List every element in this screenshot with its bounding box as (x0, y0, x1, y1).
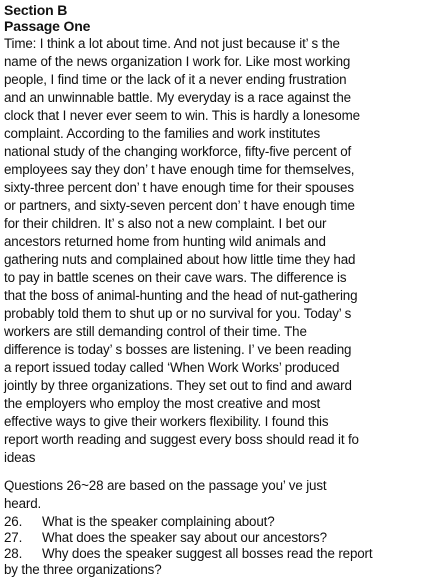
question-item (4, 514, 275, 530)
passage-heading: Passage One (4, 18, 91, 34)
passage-line: sixty-three percent don’ t have enough time for their spouses (4, 180, 354, 195)
passage-line: report worth reading and suggest every boss should read it fo (4, 432, 359, 447)
passage-line: the employers who employ the most creative and most (4, 396, 321, 411)
questions-intro-line: Questions 26~28 are based on the passage you’ ve just (4, 478, 327, 493)
passage-line: or partners, and sixty-seven percent don’ t have enough time (4, 198, 355, 213)
question-item (4, 546, 372, 562)
passage-line: ideas (4, 450, 36, 465)
passage-line: national study of the changing workforce, fifty-five percent of (4, 144, 352, 159)
passage-line: Time: I think a lot about time. And not just because it’ s the (4, 36, 340, 51)
passage-line: effective ways to give their workers flexibility. I found this (4, 414, 329, 429)
question-item (4, 530, 327, 546)
passage-line: workers are still demanding control of their time. The (4, 324, 307, 339)
passage-line: gathering nuts and complained about how little time they had (4, 252, 356, 267)
question-number: 27. (4, 530, 23, 545)
passage-line: for their children. It’ s also not a new complaint. I bet our (4, 216, 327, 231)
passage-line: employees say they don’ t have enough time for themselves, (4, 162, 355, 177)
question-text: Why does the speaker suggest all bosses read the report (42, 546, 373, 561)
passage-line: that the boss of animal-hunting and the head of nut-gathering (4, 288, 358, 303)
passage-line: people, I find time or the lack of it a never ending frustration (4, 72, 347, 87)
question-number: 28. (4, 546, 23, 561)
passage-line: complaint. According to the families and work institutes (4, 126, 321, 141)
question-continuation: by the three organizations? (4, 562, 162, 577)
passage-line: to pay in battle scenes on their cave wars. The difference is (4, 270, 347, 285)
passage-line: clock that I never ever seem to win. This is hardly a lonesome (4, 108, 360, 123)
question-number: 26. (4, 514, 23, 529)
passage-line: jointly by three organizations. They set out to find and award (4, 378, 352, 393)
passage-line: name of the news organization I work for. Like most working (4, 54, 351, 69)
questions-intro-line: heard. (4, 496, 42, 511)
question-text: What is the speaker complaining about? (42, 514, 275, 529)
passage-line: probably told them to shut up or no survival for you. Today’ s (4, 306, 352, 321)
question-text: What does the speaker say about our ancestors? (42, 530, 327, 545)
passage-line: ancestors returned home from hunting wild animals and (4, 234, 326, 249)
section-heading: Section B (4, 2, 68, 18)
passage-line: a report issued today called ‘When Work Works’ produced (4, 360, 340, 375)
passage-line: difference is today’ s bosses are listening. I’ ve been reading (4, 342, 352, 357)
passage-line: and an unwinnable battle. My everyday is a race against the (4, 90, 351, 105)
